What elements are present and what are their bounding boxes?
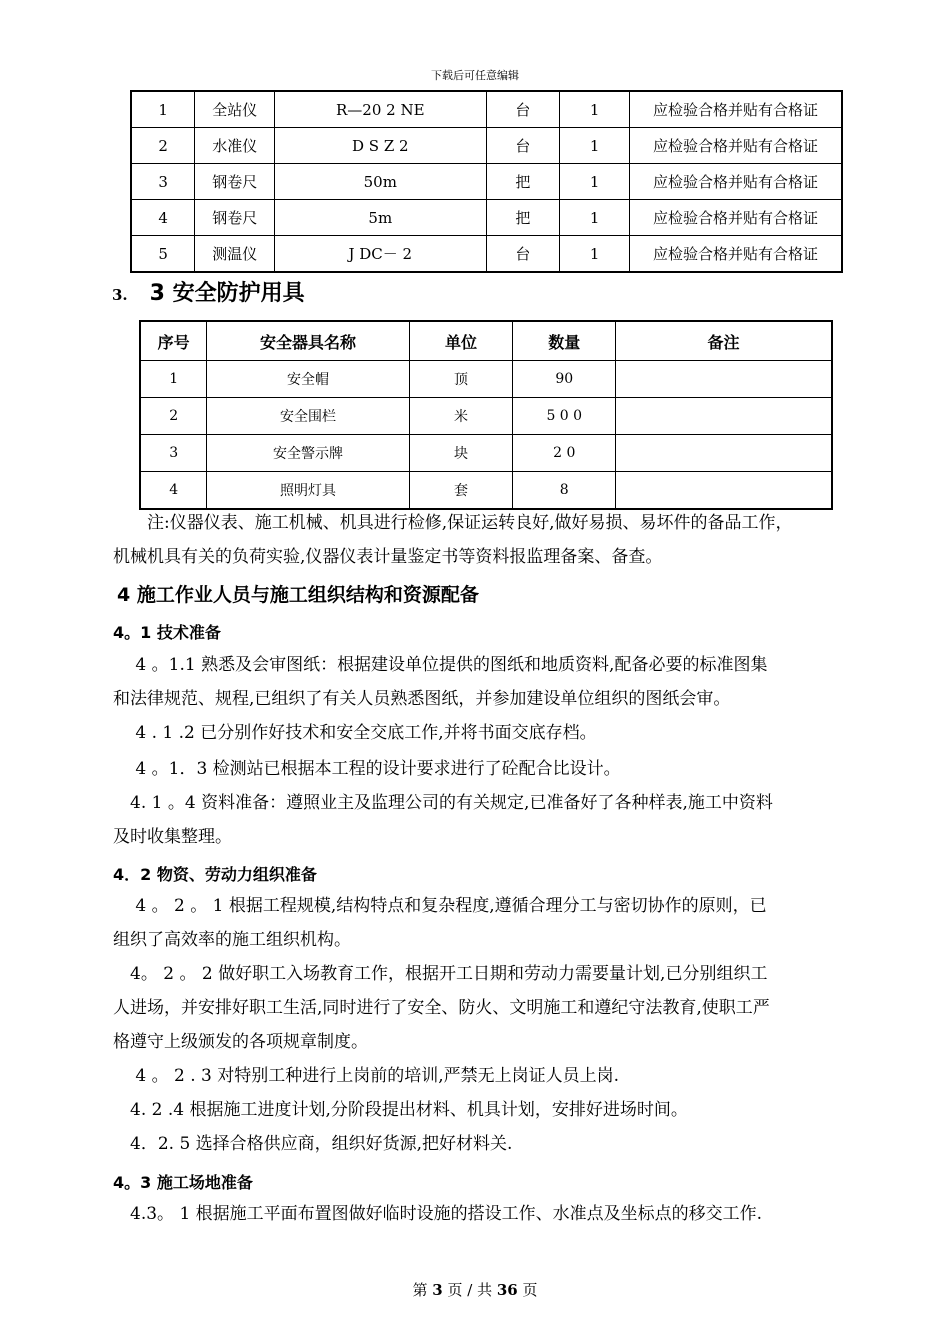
cell-no: 4 [140, 472, 207, 510]
header-remark: 备注 [616, 321, 832, 361]
cell-name: 安全警示牌 [207, 435, 409, 472]
cell-remark: 应检验合格并贴有合格证 [630, 200, 842, 236]
cell-no: 4 [131, 200, 195, 236]
paragraph-4-1-4 [113, 786, 858, 854]
text-line: 和法律规范、规程,已组织了有关人员熟悉图纸，并参加建设单位组织的图纸会审。 [113, 689, 731, 709]
cell-name: 钢卷尺 [195, 164, 275, 200]
cell-name: 测温仪 [195, 236, 275, 273]
cell-no: 1 [131, 91, 195, 128]
cell-remark: 应检验合格并贴有合格证 [630, 236, 842, 273]
cell-qty: 1 [560, 164, 630, 200]
cell-no: 2 [140, 398, 207, 435]
section-3-3-heading [112, 276, 305, 307]
section-4-heading: 4 施工作业人员与施工组织结构和资源配备 [117, 584, 479, 606]
cell-name: 全站仪 [195, 91, 275, 128]
text-line: 人进场，并安排好职工生活,同时进行了安全、防火、文明施工和遵纪守法教育,使职工严 [113, 998, 770, 1018]
safety-row [140, 435, 832, 472]
text-line: 4. 1 。4 资料准备：遵照业主及监理公司的有关规定,已准备好了各种样表,施工中资料 [113, 793, 773, 813]
cell-qty: 90 [513, 361, 616, 398]
cell-name: 安全围栏 [207, 398, 409, 435]
cell-qty: 1 [560, 128, 630, 164]
text-line: 格遵守上级颁发的各项规章制度。 [113, 1032, 368, 1052]
cell-unit: 把 [486, 164, 560, 200]
text-line: 4 。1.1 熟悉及会审图纸：根据建设单位提供的图纸和地质资料,配备必要的标准图集 [113, 655, 768, 675]
cell-unit: 块 [409, 435, 513, 472]
footer-middle: 页 / 共 [447, 1281, 493, 1299]
section-4-2-heading: 4．2 物资、劳动力组织准备 [113, 865, 317, 884]
equipment-row [131, 236, 842, 273]
footer-suffix: 页 [522, 1281, 538, 1299]
cell-qty: 2 0 [513, 435, 616, 472]
cell-qty: 8 [513, 472, 616, 510]
cell-no: 3 [140, 435, 207, 472]
cell-unit: 台 [486, 91, 560, 128]
section-4-1-heading: 4。1 技术准备 [113, 623, 221, 642]
paragraph-4-2-4: 4. 2 .4 根据施工进度计划,分阶段提出材料、机具计划，安排好进场时间。 [113, 1100, 688, 1120]
cell-name: 安全帽 [207, 361, 409, 398]
header-qty: 数量 [513, 321, 616, 361]
cell-model: 50m [275, 164, 486, 200]
cell-no: 1 [140, 361, 207, 398]
note-paragraph [113, 506, 858, 574]
text-line: 及时收集整理。 [113, 827, 232, 847]
equipment-row [131, 91, 842, 128]
cell-qty: 5 0 0 [513, 398, 616, 435]
cell-no: 2 [131, 128, 195, 164]
safety-row [140, 361, 832, 398]
cell-name: 照明灯具 [207, 472, 409, 510]
header-note: 下载后可任意编辑 [431, 69, 519, 82]
paragraph-4-1-3: 4 。1．3 检测站已根据本工程的设计要求进行了砼配合比设计。 [113, 759, 621, 779]
paragraph-4-3-1: 4.3。 1 根据施工平面布置图做好临时设施的搭设工作、水准点及坐标点的移交工作. [113, 1204, 763, 1224]
cell-unit: 台 [486, 128, 560, 164]
note-line: 机械机具有关的负荷实验,仪器仪表计量鉴定书等资料报监理备案、备查。 [113, 547, 663, 567]
paragraph-4-1-2: 4 . 1 .2 已分别作好技术和安全交底工作,并将书面交底存档。 [113, 723, 597, 743]
page-footer [0, 1279, 950, 1300]
note-line: 注:仪器仪表、施工机械、机具进行检修,保证运转良好,做好易损、易坏件的备品工作， [113, 513, 793, 533]
cell-unit: 套 [409, 472, 513, 510]
paragraph-4-2-2 [113, 957, 858, 1059]
section-title: 3 安全防护用具 [149, 281, 305, 306]
paragraph-4-1-1 [113, 648, 858, 716]
cell-model: 5m [275, 200, 486, 236]
footer-total-pages: 36 [496, 1281, 518, 1299]
header-unit: 单位 [409, 321, 513, 361]
text-line: 4。 2 。 2 做好职工入场教育工作，根据开工日期和劳动力需要量计划,已分别组织工 [113, 964, 768, 984]
paragraph-4-2-1 [113, 889, 858, 957]
section-number: 3. [112, 286, 128, 304]
text-line: 4 。 2 。 1 根据工程规模,结构特点和复杂程度,遵循合理分工与密切协作的原则，已 [113, 896, 767, 916]
header-name: 安全器具名称 [207, 321, 409, 361]
safety-equipment-table [139, 320, 833, 510]
table-header-row [140, 321, 832, 361]
footer-prefix: 第 [412, 1281, 428, 1299]
text-line: 组织了高效率的施工组织机构。 [113, 930, 351, 950]
equipment-row [131, 200, 842, 236]
cell-unit: 把 [486, 200, 560, 236]
cell-model: D S Z 2 [275, 128, 486, 164]
cell-name: 钢卷尺 [195, 200, 275, 236]
cell-remark [616, 361, 832, 398]
cell-remark [616, 472, 832, 510]
cell-unit: 台 [486, 236, 560, 273]
cell-remark: 应检验合格并贴有合格证 [630, 91, 842, 128]
cell-remark: 应检验合格并贴有合格证 [630, 128, 842, 164]
cell-model: R—20 2 NE [275, 91, 486, 128]
cell-unit: 米 [409, 398, 513, 435]
cell-qty: 1 [560, 236, 630, 273]
cell-no: 5 [131, 236, 195, 273]
equipment-row [131, 128, 842, 164]
cell-no: 3 [131, 164, 195, 200]
cell-remark: 应检验合格并贴有合格证 [630, 164, 842, 200]
equipment-table [130, 90, 843, 273]
paragraph-4-2-3: 4 。 2 . 3 对特别工种进行上岗前的培训,严禁无上岗证人员上岗. [113, 1066, 620, 1086]
cell-remark [616, 435, 832, 472]
cell-qty: 1 [560, 200, 630, 236]
cell-remark [616, 398, 832, 435]
cell-qty: 1 [560, 91, 630, 128]
header-no: 序号 [140, 321, 207, 361]
cell-model: J DC－ 2 [275, 236, 486, 273]
safety-row [140, 472, 832, 510]
paragraph-4-2-5: 4．2. 5 选择合格供应商，组织好货源,把好材料关. [113, 1134, 513, 1154]
safety-row [140, 398, 832, 435]
cell-unit: 顶 [409, 361, 513, 398]
section-4-3-heading: 4。3 施工场地准备 [113, 1173, 253, 1192]
footer-page-number: 3 [432, 1281, 443, 1299]
equipment-row [131, 164, 842, 200]
cell-name: 水准仪 [195, 128, 275, 164]
